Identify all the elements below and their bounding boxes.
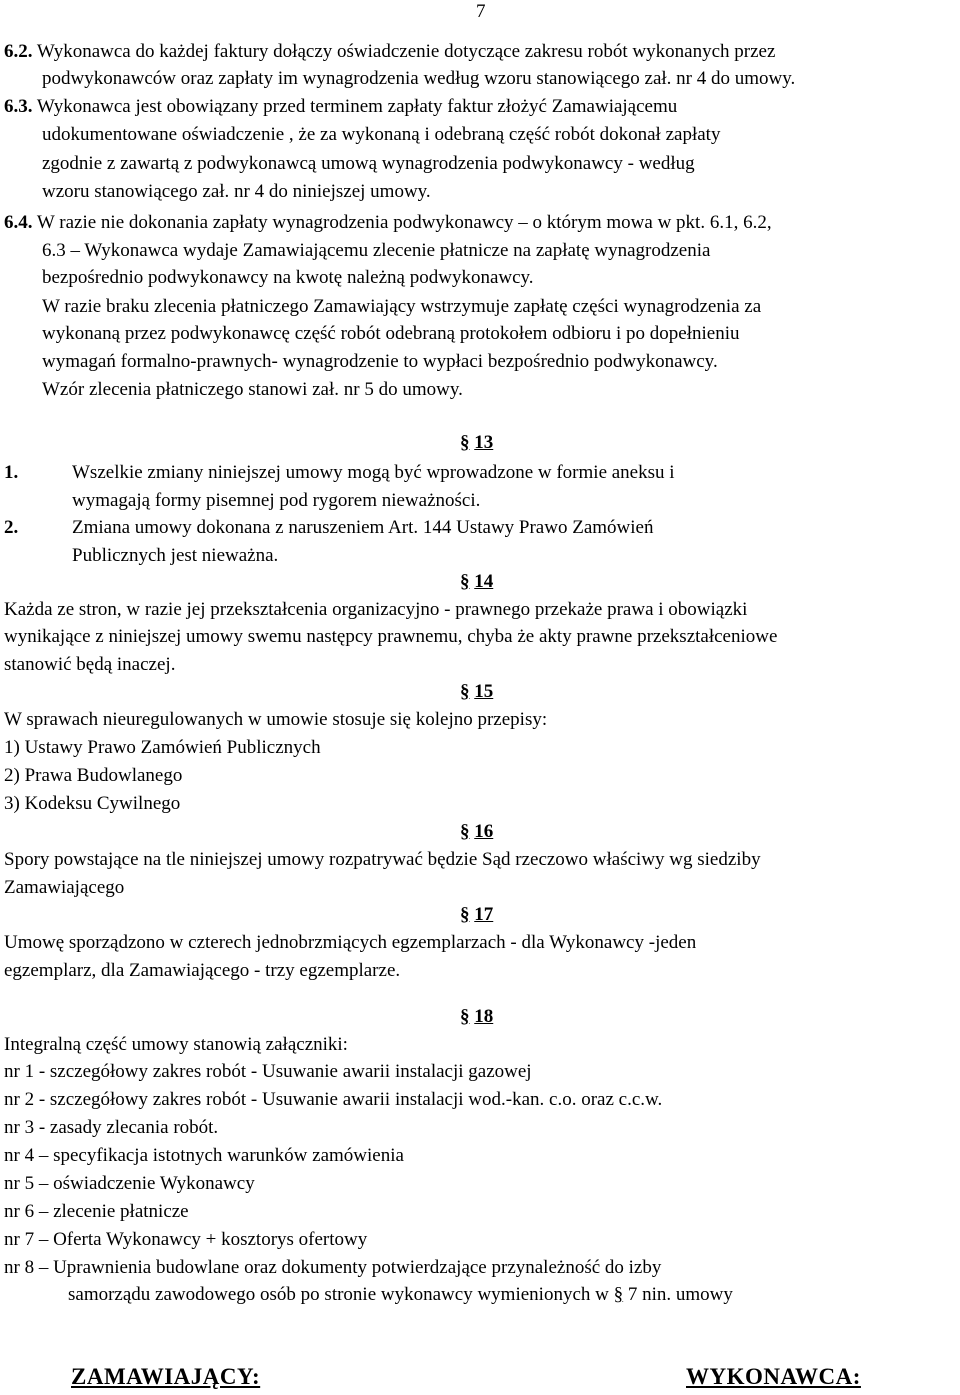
section-symbol: § — [460, 821, 470, 842]
section-symbol: § — [460, 904, 470, 925]
attachment-8-line-2 — [68, 1284, 733, 1306]
section-13-para-1-line-1 — [4, 462, 675, 484]
section-13-para-2-line-1 — [4, 517, 653, 539]
attachment-7: nr 7 – Oferta Wykonawcy + kosztorys ofertowy — [4, 1229, 368, 1250]
section-symbol: § — [460, 571, 470, 592]
signature-wykonawca: WYKONAWCA: — [686, 1364, 861, 1389]
point-6-3-line-3: zgodnie z zawartą z podwykonawcą umową wynagrodzenia podwykonawcy - według — [42, 153, 695, 174]
point-6-4-line-6: wymagań formalno-prawnych- wynagrodzenie to wypłaci bezpośrednio podwykonawcy. — [42, 351, 718, 372]
section-number: 17 — [474, 904, 494, 925]
section-symbol: § — [460, 681, 470, 702]
attachment-1: nr 1 - szczegółowy zakres robót - Usuwanie awarii instalacji gazowej — [4, 1061, 532, 1082]
section-13-para-1-line-2: wymagają formy pisemnej pod rygorem nieważności. — [72, 490, 481, 511]
point-6-2-line-1 — [4, 41, 775, 63]
section-17-heading — [460, 904, 493, 926]
section-symbol: § — [460, 1006, 470, 1027]
section-number: 15 — [474, 681, 494, 702]
section-symbol: § — [613, 1284, 624, 1305]
attachment-8-line-1: nr 8 – Uprawnienia budowlane oraz dokumenty potwierdzające przynależność do izby — [4, 1257, 662, 1278]
section-18-heading — [460, 1006, 493, 1028]
section-14-line-3: stanowić będą inaczej. — [4, 654, 176, 675]
para-number: 2. — [4, 517, 19, 538]
attachment-6: nr 6 – zlecenie płatnicze — [4, 1201, 189, 1222]
page-number: 7 — [476, 1, 486, 22]
point-6-3-line-1 — [4, 96, 677, 118]
section-18-intro: Integralną część umowy stanowią załączniki: — [4, 1034, 348, 1055]
point-number: 6.2. — [4, 41, 33, 62]
section-number: 13 — [474, 432, 494, 453]
para-text: Zmiana umowy dokonana z naruszeniem Art. 144 Ustawy Prawo Zamówień — [72, 517, 654, 538]
point-6-2-line-2: podwykonawców oraz zapłaty im wynagrodzenia według wzoru stanowiącego zał. nr 4 do umowy. — [42, 68, 796, 89]
attachment-8-text: samorządu zawodowego osób po stronie wykonawcy wymienionych w — [68, 1284, 609, 1305]
section-15-line-4: 3) Kodeksu Cywilnego — [4, 793, 181, 814]
section-13-heading — [460, 432, 493, 454]
section-14-line-2: wynikające z niniejszej umowy swemu następcy prawnemu, chyba że akty prawne przekształceniowe — [4, 626, 778, 647]
para-number: 1. — [4, 462, 19, 483]
point-6-3-line-4: wzoru stanowiącego zał. nr 4 do niniejszej umowy. — [42, 181, 431, 202]
section-14-heading — [460, 571, 493, 593]
section-15-line-1: W sprawach nieuregulowanych w umowie stosuje się kolejno przepisy: — [4, 709, 548, 730]
point-6-4-line-7: Wzór zlecenia płatniczego stanowi zał. nr 5 do umowy. — [42, 379, 463, 400]
point-6-4-line-4: W razie braku zlecenia płatniczego Zamawiający wstrzymuje zapłatę części wynagrodzenia za — [42, 296, 762, 317]
section-number: 18 — [474, 1006, 494, 1027]
point-6-4-line-2: 6.3 – Wykonawca wydaje Zamawiającemu zlecenie płatnicze na zapłatę wynagrodzenia — [42, 240, 711, 261]
section-17-line-2: egzemplarz, dla Zamawiającego - trzy egzemplarze. — [4, 960, 401, 981]
section-16-line-2: Zamawiającego — [4, 877, 125, 898]
section-16-line-1: Spory powstające na tle niniejszej umowy rozpatrywać będzie Sąd rzeczowo właściwy wg siedziby — [4, 849, 761, 870]
point-6-4-line-5: wykonaną przez podwykonawcę część robót odebraną protokołem odbioru i po dopełnieniu — [42, 323, 740, 344]
point-text: Wykonawca do każdej faktury dołączy oświadczenie dotyczące zakresu robót wykonanych przez — [36, 41, 776, 62]
section-16-heading — [460, 821, 493, 843]
point-text: Wykonawca jest obowiązany przed terminem zapłaty faktur złożyć Zamawiającemu — [36, 96, 678, 117]
section-number: 14 — [474, 571, 494, 592]
attachment-2: nr 2 - szczegółowy zakres robót - Usuwanie awarii instalacji wod.-kan. c.o. oraz c.c.w. — [4, 1089, 663, 1110]
attachment-5: nr 5 – oświadczenie Wykonawcy — [4, 1173, 255, 1194]
point-number: 6.3. — [4, 96, 33, 117]
point-6-3-line-2: udokumentowane oświadczenie , że za wykonaną i odebraną część robót dokonał zapłaty — [42, 124, 721, 145]
point-number: 6.4. — [4, 212, 33, 233]
attachment-8-text-end: 7 nin. umowy — [627, 1284, 733, 1305]
point-text: W razie nie dokonania zapłaty wynagrodzenia podwykonawcy – o którym mowa w pkt. 6.1, 6.2, — [36, 212, 772, 233]
para-text: Wszelkie zmiany niniejszej umowy mogą być wprowadzone w formie aneksu i — [72, 462, 675, 483]
section-13-para-2-line-2: Publicznych jest nieważna. — [72, 545, 279, 566]
attachment-4: nr 4 – specyfikacja istotnych warunków zamówienia — [4, 1145, 404, 1166]
point-6-4-line-1 — [4, 212, 772, 234]
section-17-line-1: Umowę sporządzono w czterech jednobrzmiących egzemplarzach - dla Wykonawcy -jeden — [4, 932, 697, 953]
section-14-line-1: Każda ze stron, w razie jej przekształcenia organizacyjno - prawnego przekaże prawa i obowiązki — [4, 599, 748, 620]
section-number: 16 — [474, 821, 494, 842]
signature-zamawiajacy: ZAMAWIAJĄCY: — [71, 1364, 261, 1389]
section-symbol: § — [460, 432, 470, 453]
section-15-line-2: 1) Ustawy Prawo Zamówień Publicznych — [4, 737, 321, 758]
point-6-4-line-3: bezpośrednio podwykonawcy na kwotę należną podwykonawcy. — [42, 267, 534, 288]
section-15-heading — [460, 681, 493, 703]
section-15-line-3: 2) Prawa Budowlanego — [4, 765, 183, 786]
attachment-3: nr 3 - zasady zlecania robót. — [4, 1117, 219, 1138]
